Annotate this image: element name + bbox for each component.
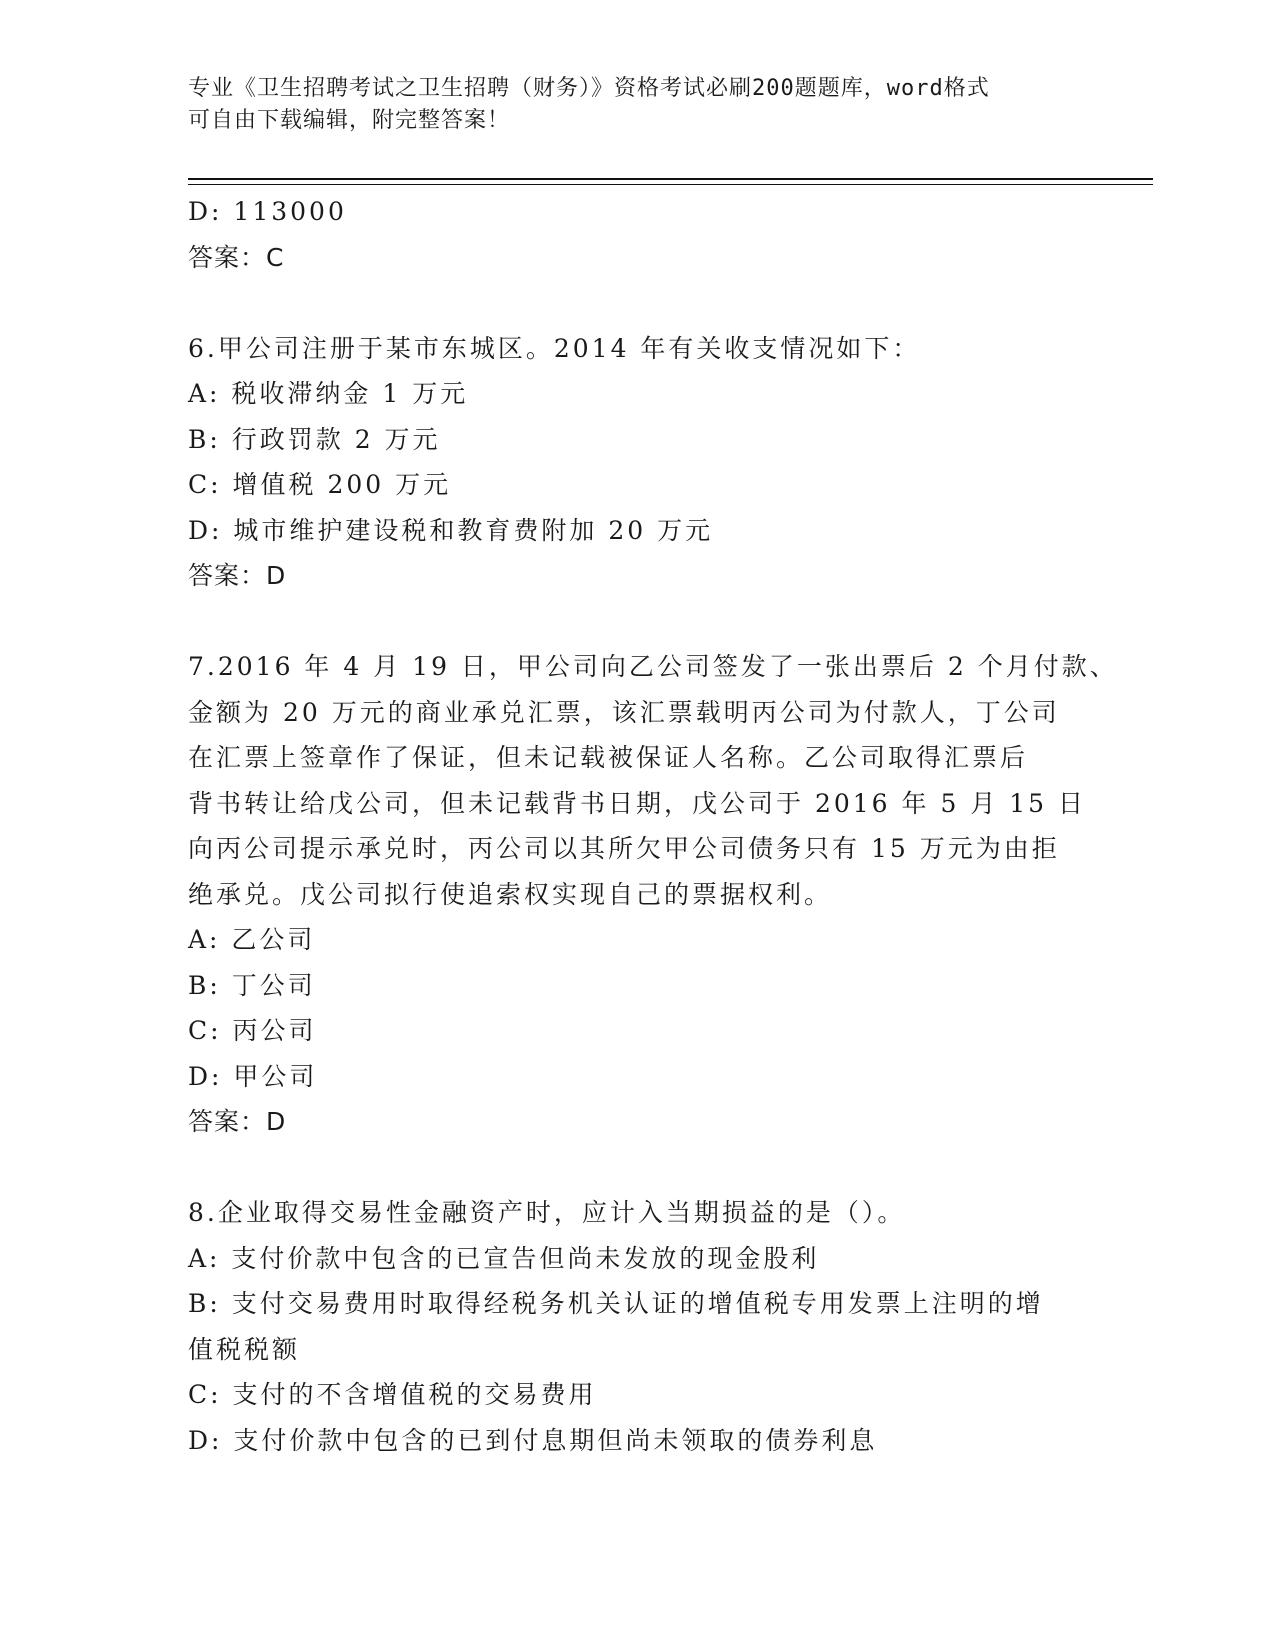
question-stem-line: 在汇票上签章作了保证，但未记载被保证人名称。乙公司取得汇票后 [188,743,1029,772]
answer: 答案：D [188,561,287,590]
spacer [188,599,1088,645]
option-c: C: 丙公司 [188,1016,317,1045]
question-stem-line: 向丙公司提示承兑时，丙公司以其所欠甲公司债务只有 15 万元为由拒 [188,834,1060,863]
document-body [188,189,1118,1463]
header-line-1: 专业《卫生招聘考试之卫生招聘（财务）》资格考试必刷200题题库，word格式 [188,76,990,101]
option-d: D: 甲公司 [188,1061,318,1091]
answer: 答案：D [188,1107,287,1136]
spacer [188,1145,1088,1191]
option-b: B: 丁公司 [188,970,316,1000]
question-8 [188,1190,1088,1463]
question-stem: 8.企业取得交易性金融资产时，应计入当期损益的是（）。 [188,1198,906,1227]
option-d: D: 支付价款中包含的已到付息期但尚未领取的债券利息 [188,1425,878,1455]
question-stem-line: 背书转让给戊公司，但未记载背书日期，戊公司于 2016 年 5 月 15 日 [188,788,1087,818]
option-d: D: 113000 [188,197,347,226]
question-stem-line: 绝承兑。戊公司拟行使追索权实现自己的票据权利。 [188,879,833,909]
option-b: B: 行政罚款 2 万元 [188,424,441,454]
page-header [188,73,1088,137]
option-c: C: 支付的不含增值税的交易费用 [188,1380,597,1409]
previous-question-tail [188,189,1088,280]
question-6 [188,326,1088,599]
option-a: A: 支付价款中包含的已宣告但尚未发放的现金股利 [188,1243,820,1273]
option-a: A: 乙公司 [188,925,316,954]
question-7 [188,644,1118,1145]
header-line-2: 可自由下载编辑，附完整答案！ [188,108,511,133]
question-stem-line: 7.2016 年 4 月 19 日，甲公司向乙公司签发了一张出票后 2 个月付款、 [188,652,1118,681]
header-divider-thick [188,178,1153,180]
option-b-line-2: 值税税额 [188,1334,301,1364]
option-a: A: 税收滞纳金 1 万元 [188,379,469,408]
answer: 答案：C [188,242,285,272]
header-divider-thin [188,184,1153,185]
option-d: D: 城市维护建设税和教育费附加 20 万元 [188,515,714,545]
question-stem-line: 金额为 20 万元的商业承兑汇票，该汇票载明丙公司为付款人，丁公司 [188,697,1060,727]
question-stem: 6.甲公司注册于某市东城区。2014 年有关收支情况如下： [188,333,921,363]
option-c: C: 增值税 200 万元 [188,470,452,499]
spacer [188,280,1088,326]
option-b-line-1: B: 支付交易费用时取得经税务机关认证的增值税专用发票上注明的增 [188,1289,1044,1318]
